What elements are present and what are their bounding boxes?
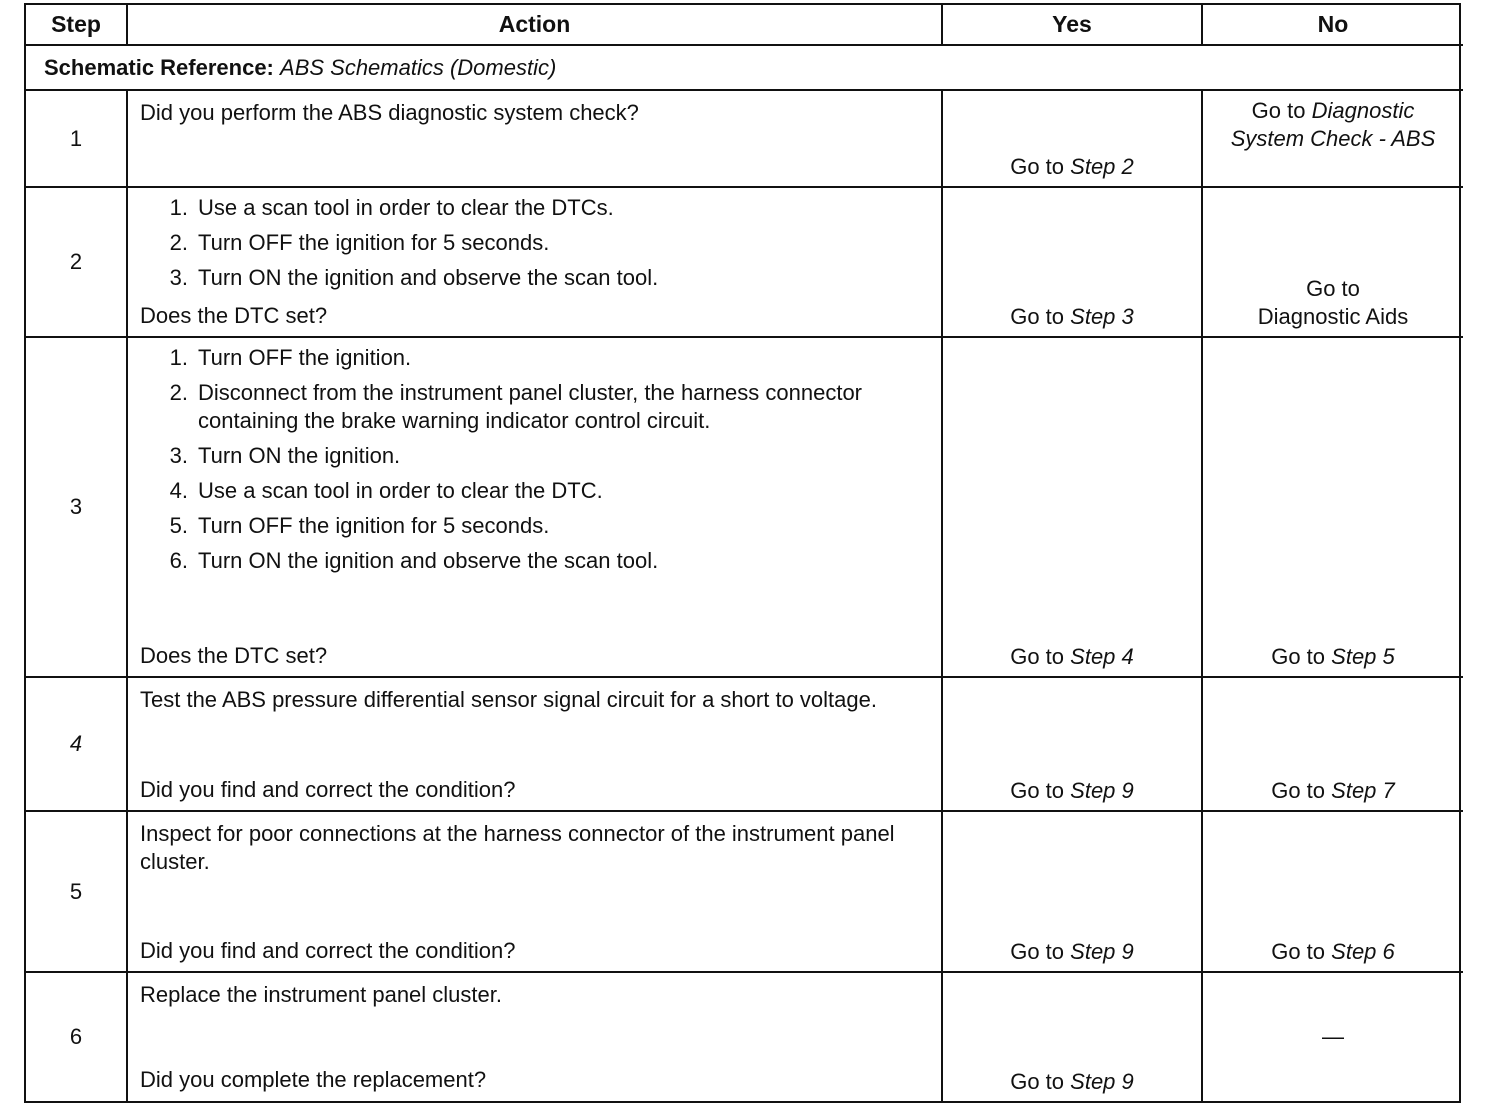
- action-cell: [127, 337, 942, 677]
- table-row: [26, 972, 1463, 1101]
- question-text: Did you find and correct the condition?: [140, 777, 516, 802]
- schematic-reference-label: Schematic Reference:: [44, 54, 274, 80]
- action-cell: [127, 972, 942, 1101]
- question-text: Does the DTC set?: [140, 303, 328, 328]
- diagnostic-table: [24, 3, 1461, 1103]
- schematic-reference: [26, 45, 1463, 90]
- step-number: 3: [26, 337, 127, 677]
- yes-cell: [942, 337, 1202, 677]
- yes-cell: [942, 811, 1202, 972]
- table-row: [26, 90, 1463, 187]
- table-row: [26, 811, 1463, 972]
- table-row: [26, 337, 1463, 677]
- action-list: [128, 338, 941, 575]
- table-row: [26, 677, 1463, 811]
- header-action: Action: [127, 5, 942, 45]
- step-number: 1: [26, 90, 127, 187]
- schematic-reference-link[interactable]: ABS Schematics (Domestic): [280, 54, 557, 80]
- list-item: 3. Turn ON the ignition.: [169, 443, 401, 468]
- list-item: 2. Disconnect from the instrument panel cluster, the harness connector containing the brake warning indicator control circuit.: [169, 380, 863, 433]
- no-answer[interactable]: Go to Step 5: [1271, 644, 1395, 669]
- no-cell: [1202, 811, 1463, 972]
- action-text: Inspect for poor connections at the harness connector of the instrument panel cluster.: [140, 821, 895, 874]
- no-answer[interactable]: Go to Step 6: [1271, 939, 1395, 964]
- action-cell: [127, 90, 942, 187]
- question-text: Did you find and correct the condition?: [140, 938, 516, 963]
- header-row: [26, 5, 1463, 45]
- yes-answer[interactable]: Go to Step 2: [1010, 154, 1134, 179]
- list-item: 4. Use a scan tool in order to clear the DTC.: [169, 478, 603, 503]
- header-no: No: [1202, 5, 1463, 45]
- yes-answer[interactable]: Go to Step 3: [1010, 304, 1134, 329]
- action-list: [128, 188, 941, 292]
- schematic-reference-row: [26, 45, 1463, 90]
- yes-answer[interactable]: Go to Step 9: [1010, 778, 1134, 803]
- yes-cell: [942, 972, 1202, 1101]
- no-cell: [1202, 90, 1463, 187]
- no-cell: [1202, 677, 1463, 811]
- question-text: Did you complete the replacement?: [140, 1067, 487, 1092]
- action-cell: [127, 811, 942, 972]
- yes-cell: [942, 677, 1202, 811]
- action-text: Did you perform the ABS diagnostic system check?: [140, 100, 639, 125]
- yes-answer[interactable]: Go to Step 9: [1010, 939, 1134, 964]
- table-row: [26, 187, 1463, 337]
- no-cell: [1202, 972, 1463, 1101]
- no-cell: [1202, 337, 1463, 677]
- yes-cell: [942, 187, 1202, 337]
- action-cell: [127, 187, 942, 337]
- no-answer: —: [1322, 1024, 1344, 1049]
- action-text: Replace the instrument panel cluster.: [140, 982, 502, 1007]
- yes-cell: [942, 90, 1202, 187]
- no-answer[interactable]: Go to Step 7: [1271, 778, 1395, 803]
- header-step: Step: [26, 5, 127, 45]
- yes-answer[interactable]: Go to Step 4: [1010, 644, 1134, 669]
- no-cell: [1202, 187, 1463, 337]
- step-number: 6: [26, 972, 127, 1101]
- step-number: 4: [26, 677, 127, 811]
- list-item: 1. Use a scan tool in order to clear the DTCs.: [169, 195, 614, 220]
- yes-answer[interactable]: Go to Step 9: [1010, 1069, 1134, 1094]
- no-answer[interactable]: Go to Diagnostic System Check - ABS: [1230, 98, 1436, 151]
- action-text: Test the ABS pressure differential sensor signal circuit for a short to voltage.: [140, 687, 877, 712]
- list-item: 6. Turn ON the ignition and observe the scan tool.: [169, 548, 659, 573]
- step-number: 5: [26, 811, 127, 972]
- question-text: Does the DTC set?: [140, 643, 328, 668]
- list-item: 5. Turn OFF the ignition for 5 seconds.: [169, 513, 550, 538]
- list-item: 1. Turn OFF the ignition.: [169, 345, 412, 370]
- step-number: 2: [26, 187, 127, 337]
- no-answer[interactable]: Go to Diagnostic Aids: [1257, 276, 1409, 329]
- action-cell: [127, 677, 942, 811]
- list-item: 3. Turn ON the ignition and observe the scan tool.: [169, 265, 659, 290]
- list-item: 2. Turn OFF the ignition for 5 seconds.: [169, 230, 550, 255]
- header-yes: Yes: [942, 5, 1202, 45]
